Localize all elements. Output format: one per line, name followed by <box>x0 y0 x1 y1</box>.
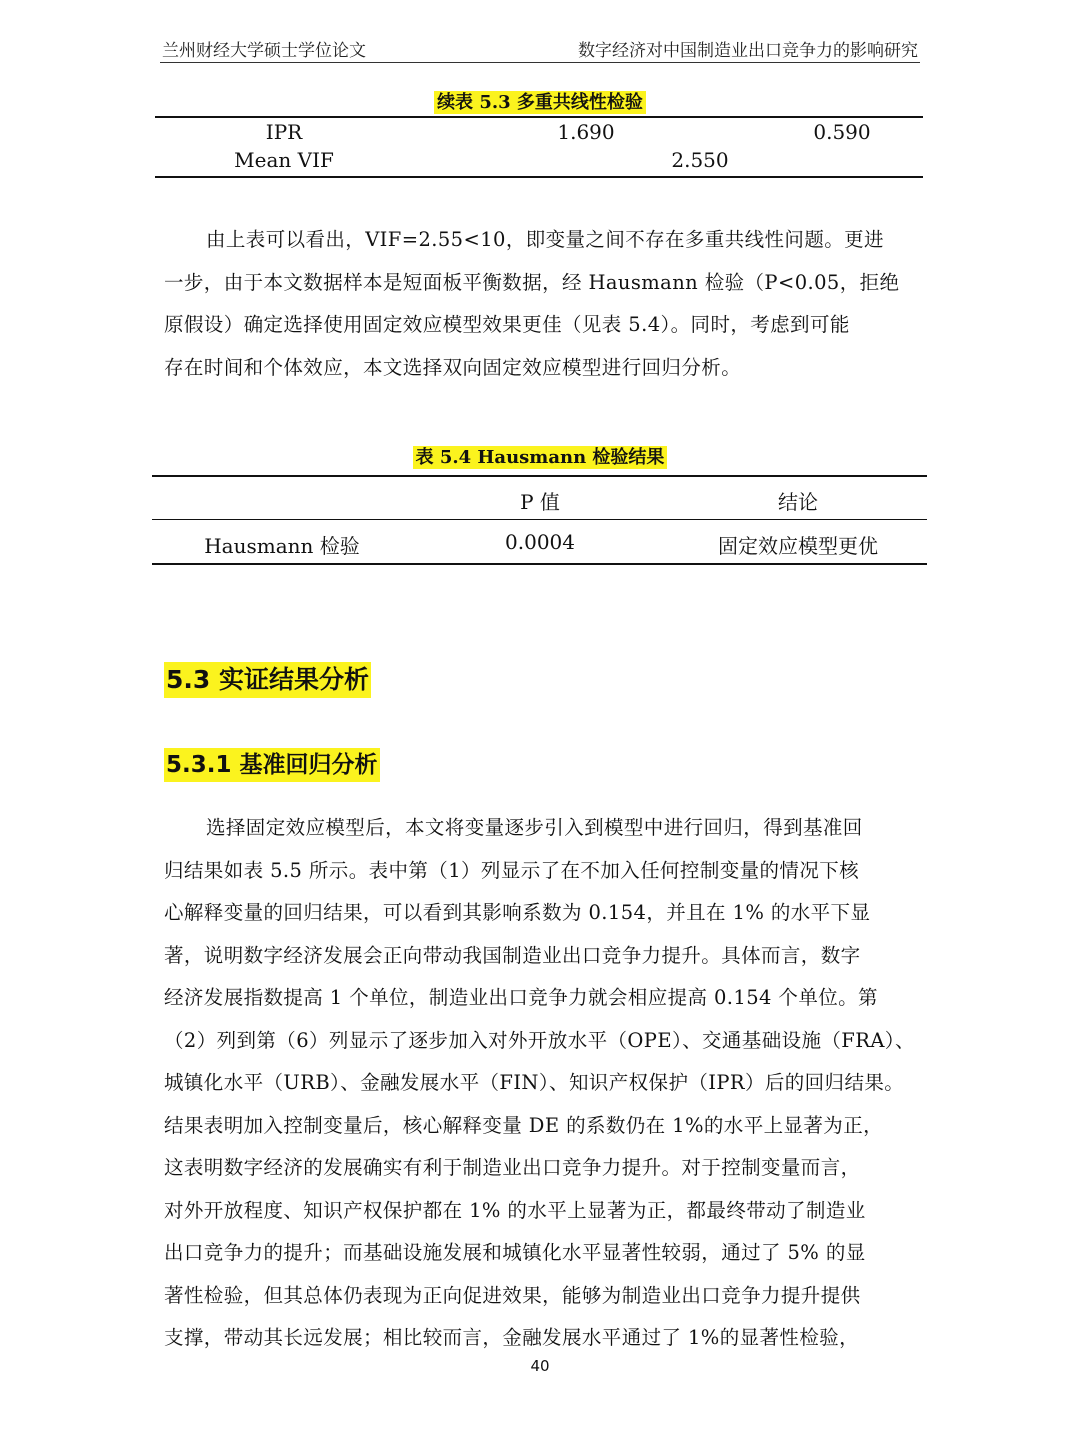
page-number: 40 <box>530 1357 550 1375</box>
table-5-3-inv-vif: 0.590 <box>813 120 871 144</box>
table-5-4-caption: 表 5.4 Hausmann 检验结果 <box>0 443 1080 469</box>
table-5-4-conclusion: 固定效应模型更优 <box>718 534 878 558</box>
table-5-4-top-rule <box>152 475 927 477</box>
section-heading-5-3-1: 5.3.1 基准回归分析 <box>164 748 380 782</box>
table-5-3-bottom-rule <box>155 176 923 178</box>
header-right: 数字经济对中国制造业出口竞争力的影响研究 <box>578 41 918 61</box>
table-5-3-vif: 1.690 <box>557 120 615 144</box>
table-5-3-caption: 续表 5.3 多重共线性检验 <box>0 88 1080 114</box>
table-5-3-row-label: Mean VIF <box>234 148 334 172</box>
table-5-4-header-conclusion: 结论 <box>778 490 818 514</box>
table-5-4-header-pvalue: P 值 <box>520 490 560 514</box>
section-heading-5-3: 5.3 实证结果分析 <box>164 662 371 698</box>
header-left: 兰州财经大学硕士学位论文 <box>162 41 366 61</box>
paragraph-vif-hausmann: 由上表可以看出，VIF=2.55<10，即变量之间不存在多重共线性问题。更进 一步，由于本文数据样本是短面板平衡数据，经 Hausmann 检验（P<0.05，拒绝 原假设）确定选择使用固定效应模型效果更佳（见表 5.4）。同时，考虑到可能 存在时间和个体效应，本文选择双向固定效应模型进行回归分析。 <box>164 228 900 379</box>
table-5-4-row-label: Hausmann 检验 <box>204 534 360 558</box>
table-5-4-bottom-rule <box>152 563 927 565</box>
table-5-3-top-rule <box>155 116 923 118</box>
table-5-4-pvalue: 0.0004 <box>505 530 575 554</box>
paragraph-baseline-regression: 选择固定效应模型后，本文将变量逐步引入到模型中进行回归，得到基准回 归结果如表 5.5 所示。表中第（1）列显示了在不加入任何控制变量的情况下核 心解释变量的回归结果，可以看到其影响系数为 0.154，并且在 1% 的水平下显 著，说明数字经济发展会正向带动我国制造业出口竞争力提升。具体而言，数字 经济发展指数提高 1 个单位，制造业出口竞争力就会相应提高 0.154 个单位。第 （2）列到第（6）列显示了逐步加入对外开放水平（OPE）、交通基础设施（FRA）、 城镇化水平（URB）、金融发展水平（FIN）、知识产权保护（IPR）后的回归结果。 结果表明加入控制变量后，核心解释变量 DE 的系数仍在 1%的水平上显著为正， 这表明数字经济的发展确实有利于制造业出口竞争力提升。对于控制变量而言， 对外开放程度、知识产权保护都在 1% 的水平上显著为正，都最终带动了制造业 出口竞争力的提升；而基础设施发展和城镇化水平显著性较弱，通过了 5% 的显 著性检验，但其总体仍表现为正向促进效果，能够为制造业出口竞争力提升提供 支撑，带动其长远发展；相比较而言，金融发展水平通过了 1%的显著性检验， <box>164 816 915 1349</box>
table-5-3-row-label: IPR <box>265 120 303 144</box>
table-5-4-mid-rule <box>152 519 927 520</box>
running-header <box>160 34 920 63</box>
table-5-3-mean-vif: 2.550 <box>671 148 729 172</box>
